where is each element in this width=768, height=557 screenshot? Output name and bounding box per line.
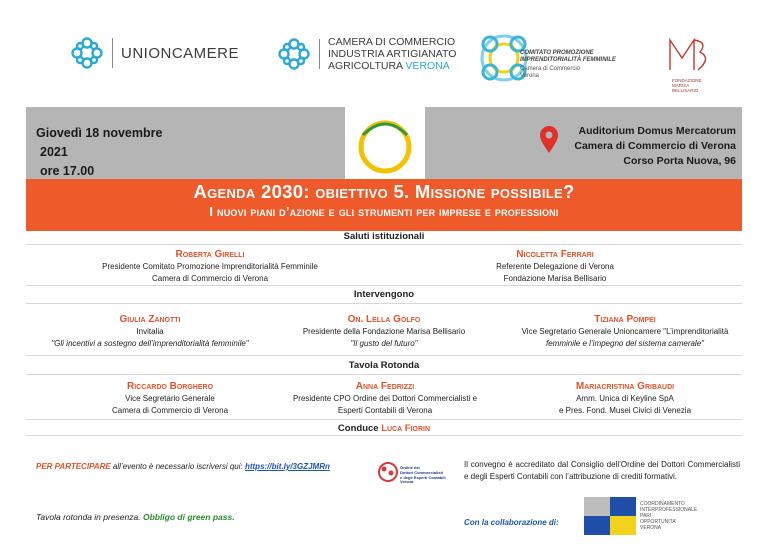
cip-line-5: VERONA (640, 525, 662, 531)
odc-line-1: Ordine dei (400, 465, 420, 470)
cpif-line-3: Camera di Commercio (520, 66, 581, 72)
saluti-heading: Saluti istituzionali (343, 231, 425, 242)
registration-link[interactable]: https://bit.ly/3GZJMRn (244, 462, 330, 471)
ordine-commercialisti-logo (376, 460, 456, 494)
speaker-gribaudi (510, 380, 740, 416)
cip-line-1: COORDINAMENTO (640, 501, 685, 507)
odc-line-3: e degli Esperti Contabili (400, 474, 446, 480)
speaker-talk: femminile e l’impegno del sistema camerale" (545, 338, 704, 348)
logo-separator (319, 39, 320, 69)
camera-commercio-mark-icon (277, 37, 311, 71)
divider (26, 285, 742, 286)
collaboration-label: Con la collaborazione di: (464, 518, 559, 527)
cpif-line-4: Verona (520, 73, 540, 79)
unioncamere-text: UNIONCAMERE (121, 44, 240, 62)
moderator-line (26, 422, 742, 435)
unioncamere-logo (70, 36, 239, 70)
speaker-role: Invitalia (136, 327, 164, 336)
registration-note (36, 462, 330, 471)
odc-line-2: Dottori Commercialisti (400, 469, 443, 475)
speaker-name: Giulia Zanotti (119, 314, 181, 325)
speaker-zanotti (30, 313, 270, 349)
title-band (26, 179, 742, 231)
speaker-role: Presidente della Fondazione Marisa Bellisario (302, 327, 466, 336)
coordinamento-mark-icon (584, 497, 636, 535)
speaker-ferrari (420, 248, 690, 284)
speaker-fedrizzi (280, 380, 490, 416)
divider (26, 419, 742, 420)
cpif-line-1: COMITATO PROMOZIONE (520, 50, 594, 56)
cip-line-3: PARI (640, 513, 652, 519)
green-pass-note (36, 512, 235, 522)
commercialisti-text (400, 466, 446, 485)
speaker-org: Camera di Commercio di Verona (111, 405, 229, 415)
speaker-name: Mariacristina Gribaudi (575, 381, 675, 392)
divider (26, 355, 742, 356)
speaker-role: Vice Segretario Generale (125, 394, 215, 403)
divider (26, 435, 742, 436)
accreditation-text: Il convegno è accreditato dal Consiglio dell’Ordine dei Dottori Commercialisti e degli Esperti Contabili con l’attribuzione di crediti formativi. (464, 460, 740, 481)
event-subtitle: I nuovi piani d’azione e gli strumenti per imprese e professioni (209, 204, 559, 219)
moderator-label: Conduce (337, 423, 379, 434)
speaker-name: Nicoletta Ferrari (516, 249, 594, 260)
comitato-promozione-logo (470, 28, 630, 98)
date-line-3: ore 17.00 (40, 164, 95, 178)
camera-line-3 (328, 60, 456, 72)
speaker-org: Esperti Contabili di Verona (337, 405, 433, 415)
speaker-role: Presidente Comitato Promozione Imprenditorialità Femminile (102, 262, 318, 271)
camera-line-1: CAMERA DI COMMERCIO (328, 36, 456, 48)
registration-label: PER PARTECIPARE (36, 462, 111, 471)
odc-line-4: Verona (400, 479, 414, 485)
venue-line-1: Auditorium Domus Mercatorum (578, 125, 736, 137)
camera-line-2: INDUSTRIA ARTIGIANATO (328, 48, 457, 60)
speaker-org: Camera di Commercio di Verona (151, 273, 269, 283)
cip-line-4: OPPORTUNITA’ (640, 519, 677, 525)
date-line-2: 2021 (40, 145, 68, 159)
speaker-role: Referente Delegazione di Verona (496, 262, 614, 271)
green-pass-text: Obbligo di green pass. (142, 512, 235, 522)
mb-line-1: FONDAZIONE (672, 78, 702, 83)
speaker-golfo (284, 313, 484, 349)
speaker-name: Riccardo Borghero (126, 381, 214, 392)
presence-text: Tavola rotonda in presenza. (36, 512, 143, 522)
divider (26, 303, 742, 304)
event-title: Agenda 2030: obiettivo 5. Missione possibile? (193, 181, 575, 202)
intervengono-heading: Intervengono (353, 289, 415, 300)
speaker-borghero (60, 380, 280, 416)
giro-italia-badge-icon (345, 107, 425, 183)
camera-line-3-text: AGRICOLTURA (328, 60, 403, 72)
venue-line-2: Camera di Commercio di Verona (574, 140, 736, 152)
speaker-role: Presidente CPO Ordine dei Dottori Commercialisti e (292, 394, 478, 403)
logo-bar (0, 0, 768, 105)
mb-line-2: MARISA (672, 83, 690, 88)
speaker-org: Fondazione Marisa Bellisario (503, 273, 607, 283)
divider (26, 244, 742, 245)
fondazione-bellisario-logo (664, 30, 714, 100)
logo-separator (112, 38, 113, 68)
cpif-line-2: IMPRENDITORIALITÀ FEMMINILE (520, 57, 616, 63)
venue-line-3: Corso Porta Nuova, 96 (623, 155, 736, 167)
cpif-title (520, 50, 616, 64)
speaker-girelli (60, 248, 360, 284)
speaker-pompei (500, 313, 750, 349)
camera-commercio-logo (277, 36, 456, 72)
speaker-name: Tiziana Pompei (594, 314, 656, 325)
speaker-name: On. Lella Golfo (347, 314, 421, 325)
speaker-org: e Pres. Fond. Musei Civici di Venezia (558, 405, 692, 415)
location-pin-icon (539, 126, 559, 154)
speaker-name: Roberta Girelli (175, 249, 245, 260)
mb-line-3: BELLISARIO (672, 88, 699, 93)
registration-text: all’evento è necessario iscriversi qui: (110, 462, 245, 471)
camera-commercio-text (328, 36, 456, 72)
divider (26, 374, 742, 375)
speaker-name: Anna Fedrizzi (355, 381, 415, 392)
speaker-talk: "Gli incentivi a sostegno dell’imprenditorialità femminile" (51, 338, 249, 348)
coordinamento-text (640, 501, 697, 531)
unioncamere-mark-icon (70, 36, 104, 70)
speaker-talk: "Il gusto del futuro" (350, 338, 418, 348)
bellisario-text (672, 78, 702, 93)
commercialisti-mark-icon (376, 460, 400, 488)
speaker-role: Vice Segretario Generale Unioncamere "L’imprenditorialità (521, 327, 729, 336)
coordinamento-logo (584, 497, 744, 537)
cpif-subtitle (520, 66, 580, 80)
speaker-role: Amm. Unica di Keyline SpA (576, 394, 674, 403)
date-line-1: Giovedì 18 novembre (36, 126, 163, 140)
cip-line-2: INTERPROFESSIONALE (640, 507, 698, 513)
event-date (36, 124, 162, 181)
event-venue (572, 124, 736, 169)
moderator-name: Luca Fiorin (381, 423, 431, 434)
tavola-heading: Tavola Rotonda (348, 360, 420, 371)
camera-city: VERONA (405, 60, 450, 72)
bellisario-mark-icon (664, 30, 714, 78)
